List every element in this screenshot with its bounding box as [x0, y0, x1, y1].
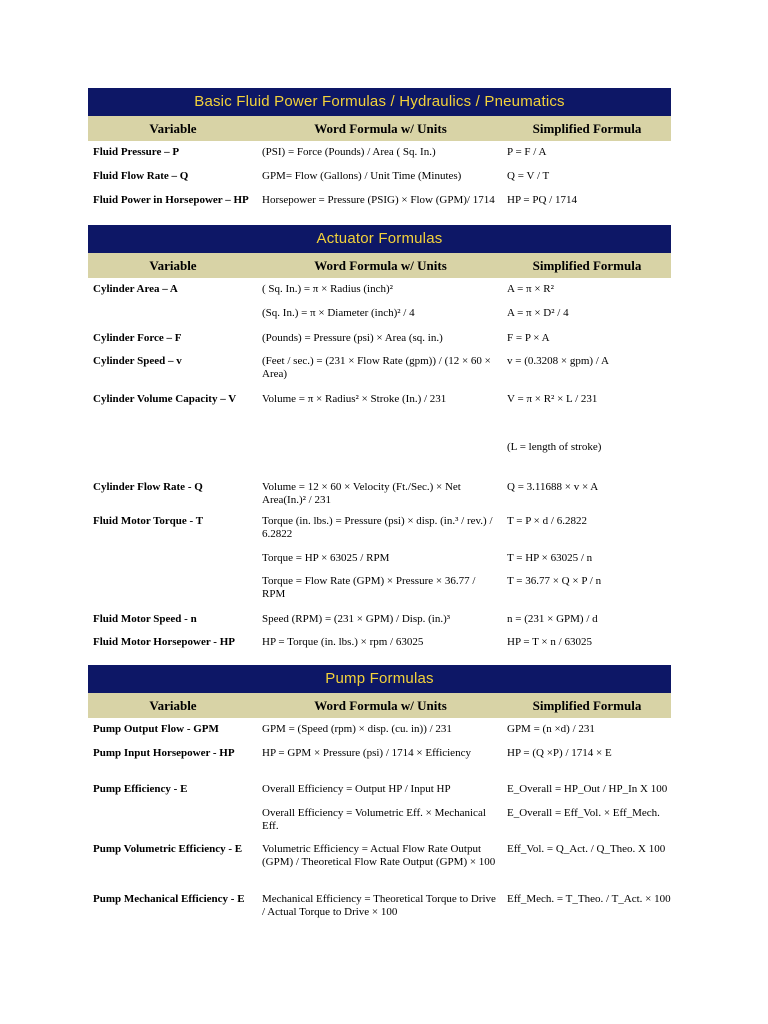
word-formula-cell: GPM= Flow (Gallons) / Unit Time (Minutes): [262, 170, 462, 182]
formula-row: [88, 631, 671, 665]
variable-cell: Cylinder Flow Rate - Q: [93, 481, 203, 493]
simplified-formula-cell: v = (0.3208 × gpm) / A: [507, 355, 609, 367]
word-formula-cell: HP = GPM × Pressure (psi) / 1714 × Efficiency: [262, 747, 471, 759]
word-formula-cell: Mechanical Efficiency = Theoretical Torque to Drive / Actual Torque to Drive × 100: [262, 893, 496, 918]
word-formula-cell: HP = Torque (in. lbs.) × rpm / 63025: [262, 636, 424, 648]
variable-cell: [88, 570, 258, 608]
formula-row: [88, 838, 671, 888]
simplified-formula-cell: n = (231 × GPM) / d: [507, 613, 598, 625]
formula-row: [88, 742, 671, 778]
simplified-formula-cell: F = P × A: [507, 332, 550, 344]
formula-row: [88, 302, 671, 327]
simplified-formula-cell: E_Overall = HP_Out / HP_In X 100: [507, 783, 668, 795]
variable-cell: Pump Efficiency - E: [93, 783, 188, 795]
column-header: Word Formula w/ Units: [314, 258, 447, 273]
formula-row: [88, 350, 671, 388]
formula-row: [88, 388, 671, 436]
variable-cell: Cylinder Speed – v: [93, 355, 182, 367]
simplified-formula-cell: Q = 3.11688 × v × A: [507, 481, 599, 493]
variable-cell: Fluid Motor Speed - n: [93, 613, 197, 625]
variable-cell: Cylinder Volume Capacity – V: [93, 393, 237, 405]
section-title: Basic Fluid Power Formulas / Hydraulics / Pneumatics: [88, 88, 671, 116]
section-1: [88, 225, 671, 665]
simplified-formula-cell: E_Overall = Eff_Vol. × Eff_Mech.: [507, 807, 660, 819]
section-2: [88, 665, 671, 924]
formula-row: [88, 141, 671, 165]
variable-cell: Fluid Power in Horsepower – HP: [93, 194, 249, 206]
header-row: [88, 693, 671, 718]
word-formula-cell: Volume = 12 × 60 × Velocity (Ft./Sec.) × Net Area(In.)² / 231: [262, 481, 461, 506]
column-header: Variable: [149, 121, 197, 136]
formula-sheet: [88, 88, 671, 924]
variable-cell: [88, 302, 258, 327]
column-header: Variable: [149, 258, 197, 273]
variable-cell: Pump Output Flow - GPM: [93, 723, 219, 735]
formula-row: [88, 165, 671, 189]
formula-row: [88, 888, 671, 924]
simplified-formula-cell: P = F / A: [507, 146, 547, 158]
variable-cell: Fluid Flow Rate – Q: [93, 170, 189, 182]
formula-row: [88, 718, 671, 742]
word-formula-cell: (Sq. In.) = π × Diameter (inch)² / 4: [262, 307, 415, 319]
formula-row: [88, 570, 671, 608]
variable-cell: [88, 802, 258, 838]
variable-cell: Fluid Pressure – P: [93, 146, 180, 158]
formula-row: [88, 278, 671, 302]
formula-row: [88, 510, 671, 547]
variable-cell: Fluid Motor Horsepower - HP: [93, 636, 235, 648]
word-formula-cell: Volumetric Efficiency = Actual Flow Rate Output (GPM) / Theoretical Flow Rate Output (GPM) × 100: [262, 843, 496, 868]
simplified-formula-cell: HP = T × n / 63025: [507, 636, 592, 648]
word-formula-cell: Overall Efficiency = Output HP / Input HP: [262, 783, 451, 795]
word-formula-cell: GPM = (Speed (rpm) × disp. (cu. in)) / 231: [262, 723, 452, 735]
header-row: [88, 116, 671, 141]
simplified-formula-cell: T = 36.77 × Q × P / n: [507, 575, 602, 587]
formula-row: [88, 547, 671, 570]
column-header: Simplified Formula: [532, 258, 642, 273]
formula-row: [88, 778, 671, 802]
variable-cell: [88, 436, 258, 476]
variable-cell: Cylinder Force – F: [93, 332, 182, 344]
simplified-formula-cell: T = HP × 63025 / n: [507, 552, 593, 564]
simplified-formula-cell: V = π × R² × L / 231: [507, 393, 598, 405]
simplified-formula-cell: HP = PQ / 1714: [507, 194, 577, 206]
variable-cell: Pump Input Horsepower - HP: [93, 747, 235, 759]
column-header: Simplified Formula: [532, 121, 642, 136]
header-row: [88, 253, 671, 278]
word-formula-cell: Torque (in. lbs.) = Pressure (psi) × disp. (in.³ / rev.) / 6.2822: [262, 515, 493, 540]
simplified-formula-cell: Q = V / T: [507, 170, 550, 182]
simplified-formula-cell: HP = (Q ×P) / 1714 × E: [507, 747, 612, 759]
variable-cell: [88, 547, 258, 570]
formula-row: [88, 327, 671, 350]
word-formula-cell: Torque = HP × 63025 / RPM: [262, 552, 390, 564]
word-formula-cell: (PSI) = Force (Pounds) / Area ( Sq. In.): [262, 146, 436, 158]
formula-row: [88, 608, 671, 631]
word-formula-cell: Volume = π × Radius² × Stroke (In.) / 231: [262, 393, 447, 405]
simplified-formula-cell: GPM = (n ×d) / 231: [507, 723, 595, 735]
word-formula-cell: (Feet / sec.) = (231 × Flow Rate (gpm)) / (12 × 60 × Area): [262, 355, 491, 380]
section-0: [88, 88, 671, 225]
simplified-formula-cell: A = π × R²: [507, 283, 554, 295]
word-formula-cell: ( Sq. In.) = π × Radius (inch)²: [262, 283, 393, 295]
simplified-formula-cell: Eff_Mech. = T_Theo. / T_Act. × 100: [507, 893, 671, 905]
column-header: Simplified Formula: [532, 698, 642, 713]
section-title: Actuator Formulas: [88, 225, 671, 253]
word-formula-cell: (Pounds) = Pressure (psi) × Area (sq. in.): [262, 332, 443, 344]
simplified-formula-cell: A = π × D² / 4: [507, 307, 569, 319]
column-header: Word Formula w/ Units: [314, 121, 447, 136]
formula-row: [88, 189, 671, 225]
word-formula-cell: [258, 436, 503, 476]
simplified-formula-cell: Eff_Vol. = Q_Act. / Q_Theo. X 100: [507, 843, 666, 855]
simplified-formula-cell: T = P × d / 6.2822: [507, 515, 587, 527]
formula-row: [88, 436, 671, 476]
formula-row: [88, 476, 671, 510]
word-formula-cell: Horsepower = Pressure (PSIG) × Flow (GPM)/ 1714: [262, 194, 495, 206]
column-header: Variable: [149, 698, 197, 713]
simplified-formula-cell: (L = length of stroke): [507, 441, 602, 453]
formula-row: [88, 802, 671, 838]
variable-cell: Pump Mechanical Efficiency - E: [93, 893, 245, 905]
variable-cell: Cylinder Area – A: [93, 283, 178, 295]
section-title: Pump Formulas: [88, 665, 671, 693]
variable-cell: Pump Volumetric Efficiency - E: [93, 843, 243, 855]
column-header: Word Formula w/ Units: [314, 698, 447, 713]
variable-cell: Fluid Motor Torque - T: [93, 515, 204, 527]
word-formula-cell: Overall Efficiency = Volumetric Eff. × Mechanical Eff.: [262, 807, 486, 832]
word-formula-cell: Torque = Flow Rate (GPM) × Pressure × 36.77 / RPM: [262, 575, 476, 600]
word-formula-cell: Speed (RPM) = (231 × GPM) / Disp. (in.)³: [262, 613, 451, 625]
